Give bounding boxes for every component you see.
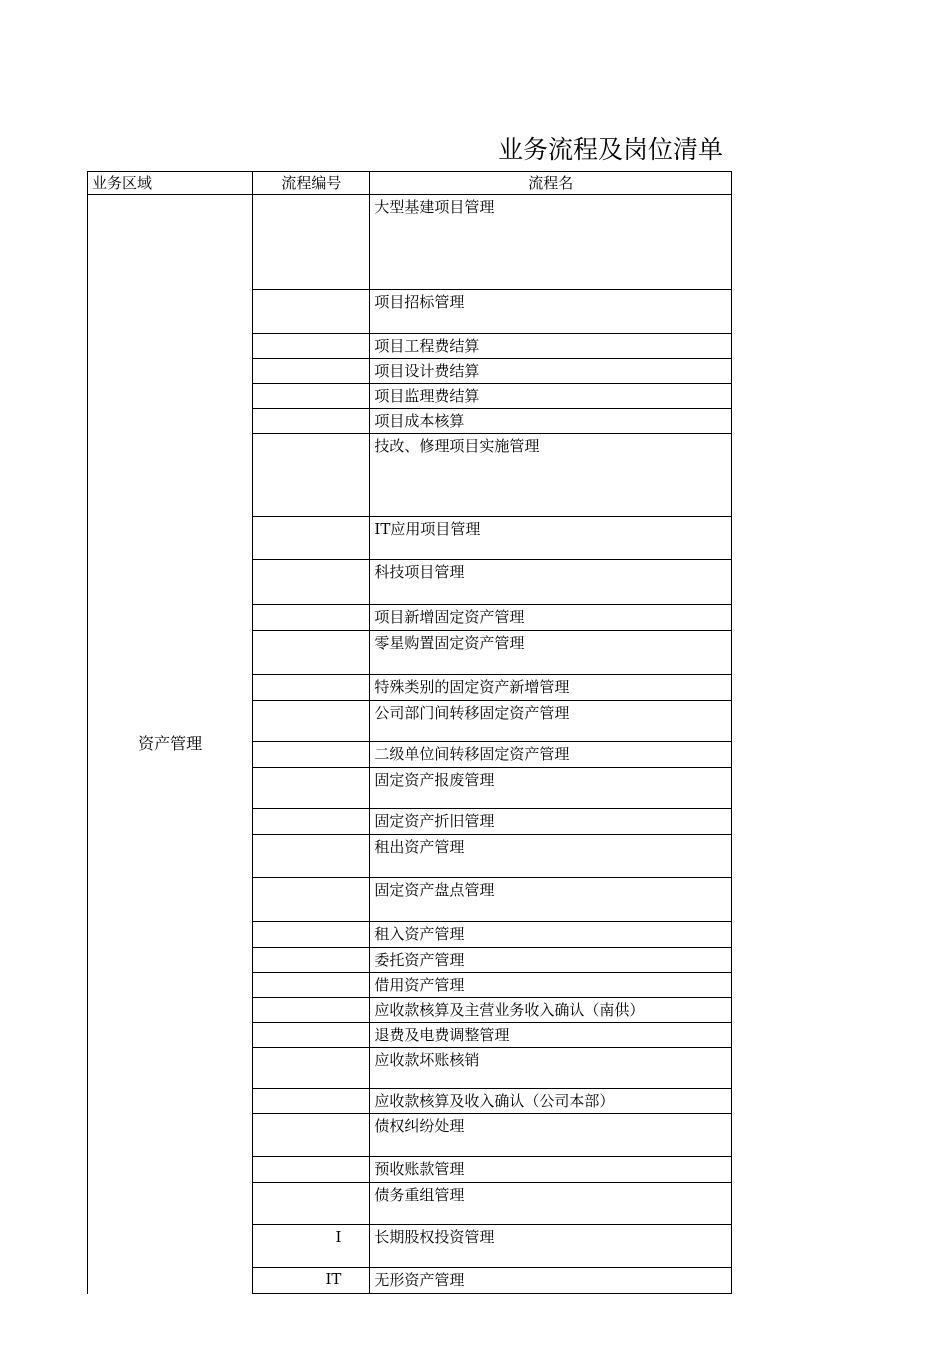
process-name: 项目新增固定资产管理 (370, 605, 732, 631)
process-name: 应收款坏账核销 (370, 1048, 732, 1089)
process-code (253, 434, 370, 517)
process-name: IT应用项目管理 (370, 517, 732, 560)
process-code (253, 675, 370, 701)
process-name: 科技项目管理 (370, 560, 732, 605)
process-name: 租入资产管理 (370, 922, 732, 948)
process-name: 无形资产管理 (370, 1268, 732, 1294)
process-code (253, 701, 370, 742)
process-name: 委托资产管理 (370, 948, 732, 973)
process-code (253, 973, 370, 998)
process-code (253, 605, 370, 631)
header-code: 流程编号 (253, 172, 370, 195)
process-name: 大型基建项目管理 (370, 195, 732, 290)
process-code (253, 195, 370, 290)
process-code (253, 922, 370, 948)
process-code (253, 948, 370, 973)
table-row (88, 195, 732, 290)
process-code: I (253, 1225, 370, 1268)
process-code (253, 517, 370, 560)
header-name: 流程名 (370, 172, 732, 195)
process-name: 应收款核算及主营业务收入确认（南供） (370, 998, 732, 1023)
process-name: 技改、修理项目实施管理 (370, 434, 732, 517)
process-code (253, 409, 370, 434)
process-name: 零星购置固定资产管理 (370, 631, 732, 675)
process-code (253, 1157, 370, 1183)
area-cell: 资产管理 (88, 195, 253, 1294)
page-title: 业务流程及岗位清单 (498, 135, 724, 164)
process-code (253, 835, 370, 878)
process-name: 特殊类别的固定资产新增管理 (370, 675, 732, 701)
process-code (253, 290, 370, 334)
process-name: 固定资产折旧管理 (370, 809, 732, 835)
process-name: 项目工程费结算 (370, 334, 732, 359)
process-table (87, 171, 732, 1294)
process-name: 项目监理费结算 (370, 384, 732, 409)
process-name: 固定资产报废管理 (370, 768, 732, 809)
process-code (253, 1023, 370, 1048)
process-code: IT (253, 1268, 370, 1294)
process-code (253, 1048, 370, 1089)
process-code (253, 1114, 370, 1157)
process-code (253, 768, 370, 809)
process-code (253, 809, 370, 835)
process-name: 债权纠纷处理 (370, 1114, 732, 1157)
process-code (253, 1089, 370, 1114)
process-name: 租出资产管理 (370, 835, 732, 878)
process-name: 项目招标管理 (370, 290, 732, 334)
process-code (253, 334, 370, 359)
process-name: 应收款核算及收入确认（公司本部） (370, 1089, 732, 1114)
process-name: 项目设计费结算 (370, 359, 732, 384)
process-code (253, 1183, 370, 1225)
process-code (253, 359, 370, 384)
process-name: 借用资产管理 (370, 973, 732, 998)
process-name: 公司部门间转移固定资产管理 (370, 701, 732, 742)
table-header-row (88, 172, 732, 195)
process-name: 债务重组管理 (370, 1183, 732, 1225)
process-name: 二级单位间转移固定资产管理 (370, 742, 732, 768)
header-area: 业务区域 (88, 172, 253, 195)
process-name: 退费及电费调整管理 (370, 1023, 732, 1048)
process-code (253, 998, 370, 1023)
process-name: 项目成本核算 (370, 409, 732, 434)
process-code (253, 384, 370, 409)
process-name: 长期股权投资管理 (370, 1225, 732, 1268)
process-code (253, 878, 370, 922)
process-name: 固定资产盘点管理 (370, 878, 732, 922)
process-code (253, 560, 370, 605)
process-name: 预收账款管理 (370, 1157, 732, 1183)
process-code (253, 742, 370, 768)
process-code (253, 631, 370, 675)
